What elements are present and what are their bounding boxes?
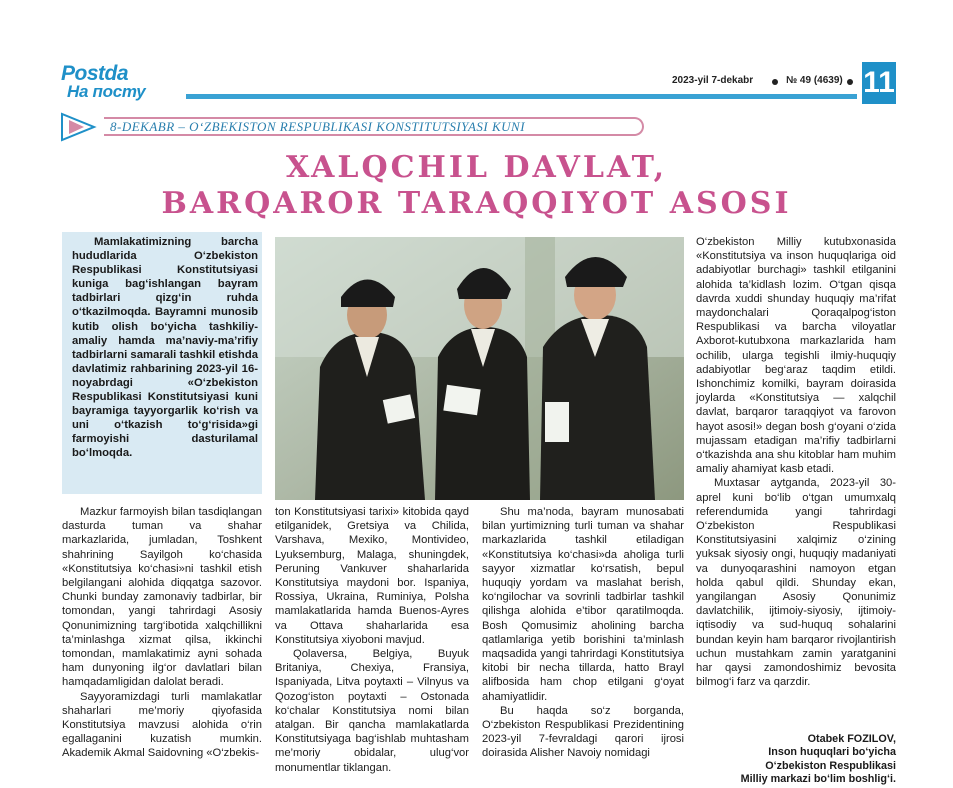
paragraph: Muxtasar aytganda, 2023-yil 30-aprel kuni bo‘lib o‘tgan umumxalq referendumida yangi tahrirdagi O‘zbekiston Respublikasi Konstitutsiyasini xalqimiz o‘zining yuksak siyosiy ongi, huquqiy madaniyati va dunyoqarashini namoyon etgan holda qabul qildi. Shunday ekan, yangilangan Asosiy Qonunimiz davlatchilik, ijtimoiy-siyosiy, ijtimoiy-iqtisodiy va sud-huquq sohalarini bundan keyin ham barqaror rivojlantirish uchun mustahkam zamin yaratganini har qaysi zamondoshimiz bevosita bilmog‘i farz va qarzdir.: [696, 477, 896, 689]
newspaper-logo: [61, 62, 181, 104]
issue-number: № 49 (4639): [786, 75, 843, 86]
author-title-line: O‘zbekiston Respublikasi: [765, 759, 896, 772]
article-column-1: [62, 505, 262, 761]
paragraph: O‘zbekiston Milliy kutubxonasida «Konstitutsiya va inson huquqlariga oid adabiyotlar burchagi» tashkil etilganini alohida ta’kidlash lozim. O‘tgan qisqa davrda xuddi shunday huquqiy ma’rifat maydonchalari Qoraqalpog‘iston Respublikasi va barcha viloyatlar Axborot-kutubxona markazlarida ham ochilib, ularga tegishli ilmiy-huquqiy adabiyotlar beg‘araz taqdim etildi. Ishonchimiz komilki, bayram doirasida joylarda «Konstitutsiya — xalqchil davlat, barqaror taraqqiyot va farovon hayot asosi!» degan bosh g‘oyani o‘zida mujassam etadigan ma’rifiy tadbirlarni o‘tkazishda ana shu kitoblar ham muhim amaliy ahamiyat kasb etadi.: [696, 236, 896, 476]
paragraph: Bu haqda so‘z borganda, O‘zbekiston Respublikasi Prezidentining 2023-yil 7-fevraldagi qarori ijrosi doirasida Alisher Navoiy nomidagi: [482, 704, 684, 760]
headline-line2: BARQAROR TARAQQIYOT ASOSI: [161, 186, 792, 221]
header-rule: [186, 94, 857, 99]
paragraph: Mazkur farmoyish bilan tasdiqlangan dasturda tuman va shahar markazlarida, jumladan, Toshkent shahrining Sayilgoh ko‘chasida «Konstitutsiya ko‘chasi»ni tashkil etish belgilangani alohida diqqatga sazovor. Chunki bunday zamonaviy tadbirlar, bir tomondan, yangi tahrirdagi Asosiy Qonunimizning targ‘ibotida xalqchillikni ta’minlashga xizmat qilsa, ikkinchi tomondan, mamlakatimiz ayni sohada ham dunyoning ilg‘or davlatlari bilan hamqadamligidan dalolat beradi.: [62, 506, 262, 689]
headline-line1: XALQCHIL DAVLAT,: [285, 150, 668, 185]
logo-line1: Postda: [61, 62, 129, 85]
author-signature: [676, 733, 896, 786]
issue-date: 2023-yil 7-dekabr: [672, 75, 754, 86]
logo-line2: На посту: [67, 82, 146, 101]
article-column-2: [275, 505, 469, 775]
bullet-icon: [847, 79, 853, 85]
lead-paragraph: Mamlakatimizning barcha hududlarida O‘zbekiston Respublikasi Konstitutsiyasi kuniga bag‘ishlangan bayram tadbirlari qizg‘in ruhda o‘tkazilmoqda. Bayramni munosib kutib olish bo‘yicha tashkiliy-amaliy hamda ma’naviy-ma’rifiy tadbirlarni samarali tashkil etishda davlatimiz rahbarining 2023-yil 16-noyabrdagi «O‘zbekiston Respublikasi Konstitutsiyasi kuni bayramiga tayyorgarlik ko‘rish va uni o‘tkazish to‘g‘risida»gi farmoyishi dasturilamal bo‘lmoqda.: [72, 236, 258, 460]
paragraph: Shu ma’noda, bayram munosabati bilan yurtimizning turli tuman va shahar markazlarida tashkil etiladigan «Konstitutsiya ko‘chasi»da aholiga turli sayyor xizmatlar ko‘rsatish, bepul huquqiy yordam va maslahat berish, ko‘ngilochar va sovrinli tadbirlar tashkil qilishga alohida e’tibor qaratilmoqda. Bosh Qomusimiz aholining barcha qatlamlariga yetib borishini ta’minlash maqsadida yangi tahrirdagi Konstitutsiya kitobi bir necha tillarda, hatto Brayl alifbosida ham chop etilgani g‘oyat ahamiyatlidir.: [482, 506, 684, 703]
officers-photo-icon: [275, 237, 684, 500]
article-column-4: [696, 235, 896, 690]
author-title-line: Milliy markazi bo‘lim boshlig‘i.: [740, 772, 896, 785]
triangle-arrow-icon: [60, 112, 108, 142]
author-name: Otabek FOZILOV,: [807, 733, 896, 745]
rubric-text: 8-DEKABR – O‘ZBEKISTON RESPUBLIKASI KONSTITUTSIYASI KUNI: [110, 119, 526, 134]
article-column-3: [482, 505, 684, 761]
author-title-line: Inson huquqlari bo‘yicha: [768, 746, 896, 759]
paragraph: Sayyoramizdagi turli mamlakatlar shaharlari me’moriy qiyofasida Konstitutsiya mavzusi alohida o‘rin egallaganini kuzatish mumkin. Akademik Akmal Saidovning «O‘zbekis-: [62, 690, 262, 760]
paragraph: ton Konstitutsiyasi tarixi» kitobida qayd etilganidek, Gretsiya va Chilida, Varshava, Mexiko, Montivideo, Lyuksemburg, Malaga, shuningdek, Peruning Vankuver shaharlarida Konstitutsiya maydoni bor. Ispaniya, Rossiya, Ukraina, Ruminiya, Polsha mamlakatlarida hamda Buenos-Ayres va Ottava shaharlarida esa Konstitutsiya xiyoboni mavjud.: [275, 506, 469, 646]
page-number: 11: [862, 62, 896, 104]
bullet-icon: [772, 79, 778, 85]
paragraph: Qolaversa, Belgiya, Buyuk Britaniya, Chexiya, Fransiya, Ispaniyada, Litva poytaxti – Vilnyus va Qozog‘iston poytaxti – Ostonada ko‘chalar Konstitutsiya nomi bilan atalgan. Bir qancha mamlakatlarda Konstitutsiyaga bag‘ishlab muhtasham me’moriy obidalar, ulug‘vor monumentlar tiklangan.: [275, 648, 469, 774]
section-rubric: [60, 112, 600, 142]
article-photo: [275, 237, 684, 500]
